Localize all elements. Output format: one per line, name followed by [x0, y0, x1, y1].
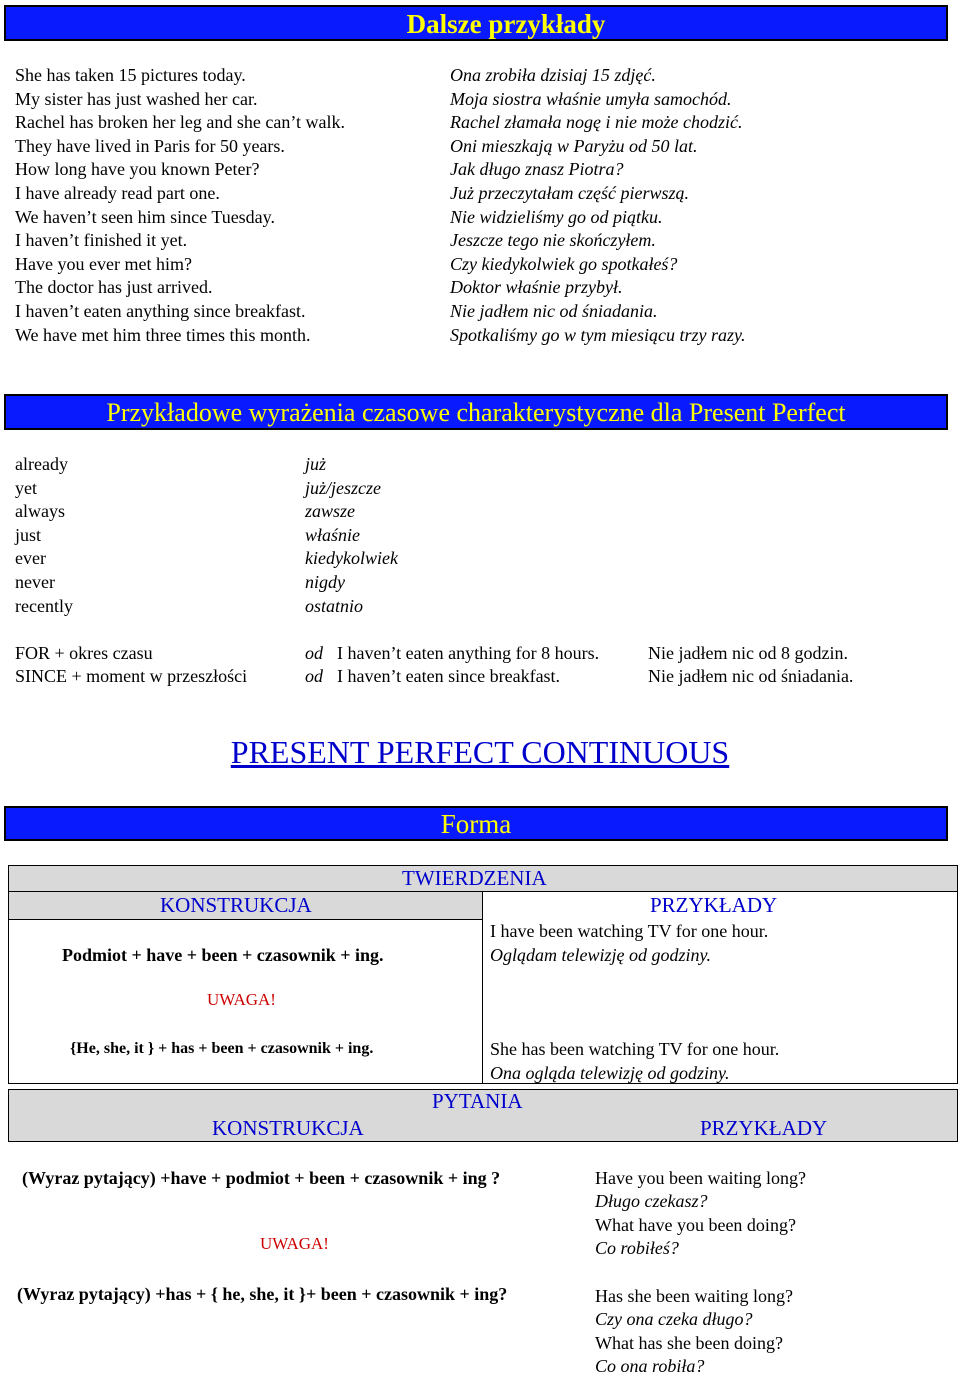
time-word-pl: właśnie: [305, 524, 361, 545]
english-sentence: My sister has just washed her car.: [15, 88, 258, 109]
twierdzenia-przyklady-head: PRZYKŁADY: [650, 893, 778, 917]
time-word: recently: [15, 595, 73, 616]
english-examples: [15, 64, 345, 347]
since-example-pl: Nie jadłem nic od śniadania.: [648, 666, 854, 686]
section-title: Dalsze przykłady: [406, 9, 606, 39]
time-words-english: [15, 453, 73, 618]
twierdzenia-example1-en: I have been watching TV for one hour.: [490, 921, 769, 941]
polish-sentence: Doktor właśnie przybył.: [450, 277, 623, 298]
time-word-pl: już/jeszcze: [305, 477, 381, 498]
twierdzenia-example2-pl: Ona ogląda telewizję od godziny.: [490, 1063, 730, 1083]
english-sentence: She has taken 15 pictures today.: [15, 65, 246, 85]
twierdzenia-construction: Podmiot + have + been + czasownik + ing.: [62, 945, 384, 965]
for-pl: od: [305, 643, 323, 663]
english-sentence: I have already read part one.: [15, 182, 220, 203]
pytania-ex1-en: Have you been waiting long?: [595, 1168, 806, 1188]
forma-title: Forma: [440, 809, 512, 839]
time-word-pl: już: [305, 454, 327, 474]
pytania-ex4-en: What has she been doing?: [595, 1333, 783, 1353]
polish-sentence: Oni mieszkają w Paryżu od 50 lat.: [450, 135, 698, 156]
pytania-ex1-pl: Długo czekasz?: [595, 1191, 708, 1211]
polish-sentence: Moja siostra właśnie umyła samochód.: [450, 88, 732, 109]
english-sentence: Rachel has broken her leg and she can’t walk.: [15, 112, 346, 133]
time-words-polish: [305, 453, 398, 618]
twierdzenia-example1-pl: Oglądam telewizję od godziny.: [490, 945, 711, 965]
polish-sentence: Już przeczytałam część pierwszą.: [450, 182, 689, 203]
since-pl: od: [305, 666, 323, 686]
time-word-pl: ostatnio: [305, 595, 364, 616]
time-word: just: [15, 524, 42, 545]
time-expressions-bar: [4, 394, 948, 430]
pytania-uwaga: UWAGA!: [260, 1234, 329, 1253]
time-word: ever: [15, 548, 46, 569]
twierdzenia-konstrukcja-head: KONSTRUKCJA: [160, 893, 312, 917]
since-label: SINCE + moment w przeszłości: [15, 666, 248, 686]
english-sentence: Have you ever met him?: [15, 253, 192, 274]
english-sentence: The doctor has just arrived.: [15, 277, 213, 298]
english-sentence: I haven’t eaten anything since breakfast.: [15, 300, 306, 321]
pytania-ex4-pl: Co ona robiła?: [595, 1356, 705, 1376]
time-word: always: [15, 501, 65, 522]
divider: [482, 891, 483, 1084]
time-expressions-title: Przykładowe wyrażenia czasowe charakterystyczne dla Present Perfect: [106, 398, 846, 427]
for-label: FOR + okres czasu: [15, 643, 153, 663]
polish-sentence: Nie jadłem nic od śniadania.: [450, 300, 658, 321]
twierdzenia-title: TWIERDZENIA: [402, 866, 547, 890]
polish-sentence: Nie widzieliśmy go od piątku.: [450, 206, 663, 227]
pytania-ex2-en: What have you been doing?: [595, 1215, 796, 1235]
ppc-heading[interactable]: PRESENT PERFECT CONTINUOUS: [230, 734, 730, 770]
time-word: never: [15, 571, 55, 592]
pytania-construction2: (Wyraz pytający) +has + { he, she, it }+ been + czasownik + ing?: [17, 1284, 508, 1304]
divider: [8, 919, 483, 920]
pytania-ex3-en: Has she been waiting long?: [595, 1286, 793, 1306]
english-sentence: I haven’t finished it yet.: [15, 230, 188, 251]
twierdzenia-example2-en: She has been watching TV for one hour.: [490, 1039, 780, 1059]
since-example-en: I haven’t eaten since breakfast.: [337, 666, 561, 686]
twierdzenia-uwaga: UWAGA!: [207, 990, 276, 1009]
english-sentence: How long have you known Peter?: [15, 159, 260, 180]
for-example-en: I haven’t eaten anything for 8 hours.: [337, 643, 600, 663]
pytania-konstrukcja-head: KONSTRUKCJA: [212, 1116, 364, 1140]
pytania-title: PYTANIA: [432, 1089, 523, 1113]
time-word-pl: zawsze: [305, 501, 356, 522]
pytania-ex3-pl: Czy ona czeka długo?: [595, 1309, 753, 1329]
english-sentence: We haven’t seen him since Tuesday.: [15, 206, 276, 227]
polish-sentence: Jak długo znasz Piotra?: [450, 159, 624, 180]
time-word-pl: nigdy: [305, 571, 345, 592]
english-sentence: They have lived in Paris for 50 years.: [15, 135, 285, 156]
time-word-pl: kiedykolwiek: [305, 548, 398, 569]
english-sentence: We have met him three times this month.: [15, 324, 311, 345]
section-title-bar: [4, 5, 948, 41]
polish-sentence: Jeszcze tego nie skończyłem.: [450, 230, 656, 251]
polish-translations: [450, 64, 745, 347]
time-word: yet: [15, 477, 37, 498]
forma-bar: [4, 806, 948, 841]
for-example-pl: Nie jadłem nic od 8 godzin.: [648, 643, 848, 663]
polish-sentence: Spotkaliśmy go w tym miesiącu trzy razy.: [450, 324, 746, 345]
twierdzenia-construction2: {He, she, it } + has + been + czasownik + ing.: [70, 1040, 374, 1057]
time-word: already: [15, 454, 68, 474]
polish-sentence: Rachel złamała nogę i nie może chodzić.: [450, 112, 743, 133]
polish-sentence: Ona zrobiła dzisiaj 15 zdjęć.: [450, 65, 656, 85]
pytania-ex2-pl: Co robiłeś?: [595, 1238, 679, 1258]
pytania-construction: (Wyraz pytający) +have + podmiot + been + czasownik + ing ?: [22, 1168, 501, 1188]
polish-sentence: Czy kiedykolwiek go spotkałeś?: [450, 253, 678, 274]
pytania-przyklady-head: PRZYKŁADY: [700, 1116, 828, 1140]
